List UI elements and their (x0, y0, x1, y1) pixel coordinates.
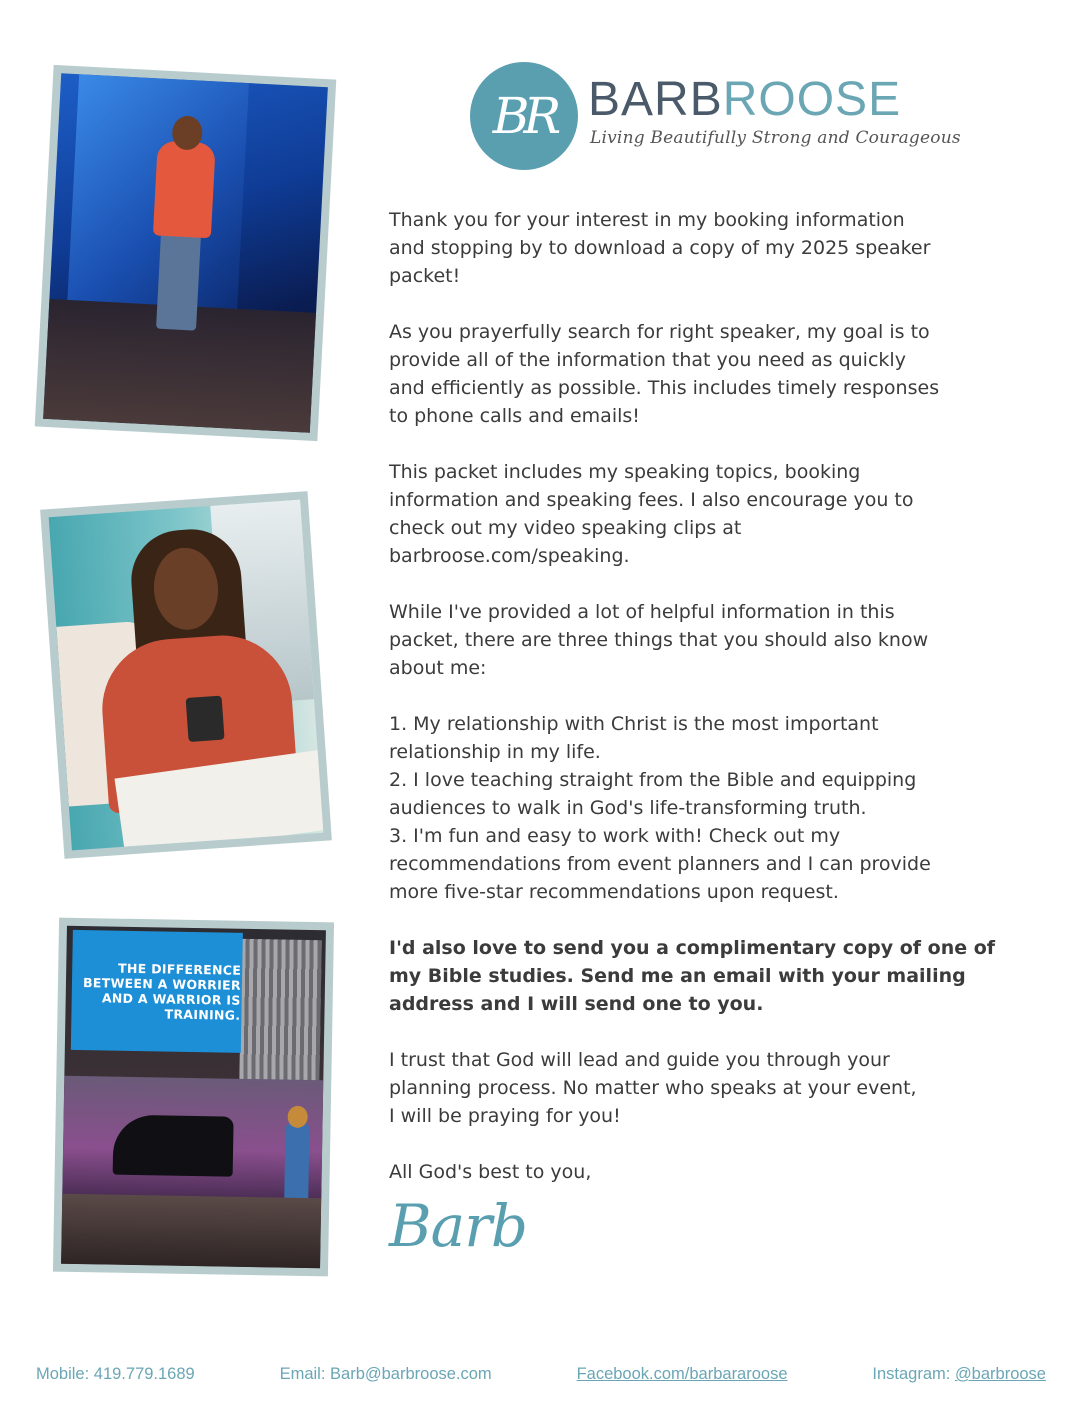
intro-paragraph: Thank you for your interest in my booking information and stopping by to download a copy of my 2025 speaker packet! (389, 209, 931, 287)
speaker-stage-photo (35, 65, 337, 441)
logo-name-first: BARB (588, 73, 723, 126)
piano (113, 1115, 234, 1177)
instagram-contact (872, 1365, 1046, 1384)
portrait-photo (40, 491, 332, 859)
monogram-text: BR (492, 87, 556, 145)
closing-paragraph: I trust that God will lead and guide you through your planning process. No matter who speaks at your event, I will be praying for you! (389, 1049, 917, 1127)
mobile-contact: Mobile: 419.779.1689 (36, 1365, 195, 1383)
church-stage-photo (53, 918, 334, 1277)
three-things-paragraph: While I've provided a lot of helpful information in this packet, there are three things that you should also know about me: (389, 601, 929, 679)
projection-screen (71, 930, 243, 1053)
contact-footer (36, 1365, 1046, 1384)
packet-paragraph: This packet includes my speaking topics, booking information and speaking fees. I also encourage you to check out my video speaking clips at barbroose.com/speaking. (389, 461, 914, 567)
instagram-label: Instagram: (872, 1365, 955, 1383)
instagram-link[interactable]: @barbroose (954, 1365, 1046, 1383)
logo-monogram (470, 62, 578, 170)
audience (61, 1194, 321, 1269)
closing-line: All God's best to you, (389, 1161, 592, 1183)
speaker-jacket (153, 140, 216, 238)
mug (186, 696, 225, 742)
facebook-link[interactable]: Facebook.com/barbararoose (576, 1365, 788, 1383)
list-item: 3. I'm fun and easy to work with! Check out my recommendations from event planners and I can provide more five-star recommendations upon request. (389, 825, 931, 903)
logo-name-last: ROOSE (722, 73, 902, 126)
email-contact[interactable]: Email: Barb@barbroose.com (279, 1365, 492, 1383)
screen-text: THE DIFFERENCE BETWEEN A WORRIER AND A WARRIOR IS TRAINING. (82, 960, 242, 1023)
list-item: 2. I love teaching straight from the Bible and equipping audiences to walk in God's life-transforming truth. (389, 769, 917, 819)
signature: Barb (389, 1192, 528, 1260)
organ-pipes (239, 939, 322, 1090)
speaker-figure (156, 229, 201, 331)
logo-name (588, 74, 901, 126)
list-item: 1. My relationship with Christ is the most important relationship in my life. (389, 713, 879, 763)
offer-paragraph: I'd also love to send you a complimentary copy of one of my Bible studies. Send me an email with your mailing address and I will send one to you. (389, 937, 996, 1015)
letter-body (389, 206, 1029, 1186)
goal-paragraph: As you prayerfully search for right speaker, my goal is to provide all of the information that you need as quickly and efficiently as possible. This includes timely responses to phone calls and emails! (389, 321, 940, 427)
logo-tagline: Living Beautifully Strong and Courageous (590, 128, 961, 148)
